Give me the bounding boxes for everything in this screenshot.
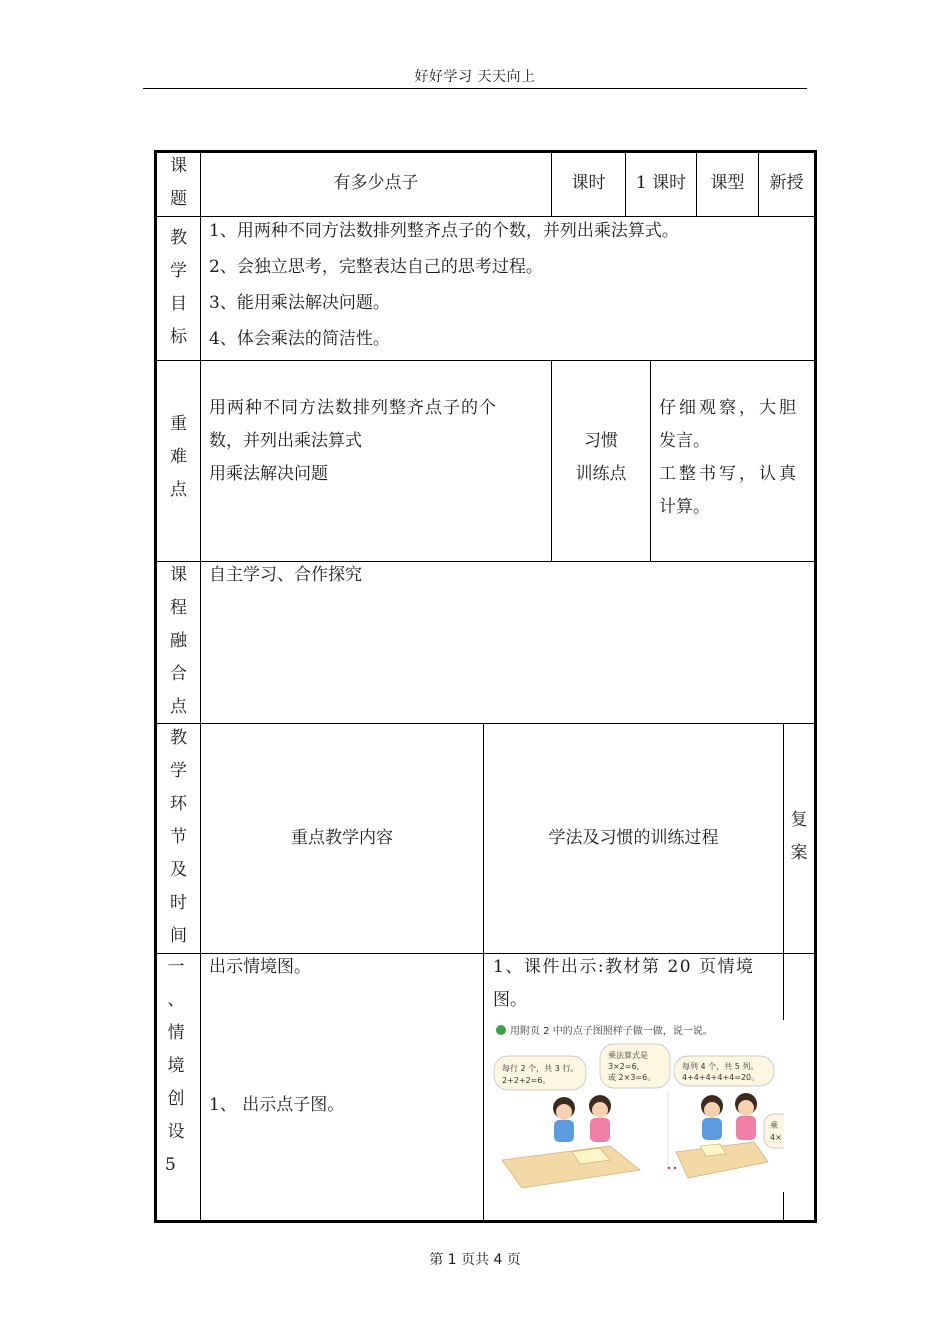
child-girl-body <box>736 1116 756 1140</box>
goal-item: 2、会独立思考，完整表达自己的思考过程。 <box>209 257 543 277</box>
type-value: 新授 <box>769 172 804 193</box>
key-points-text <box>209 392 549 491</box>
label-char: 节 <box>170 827 187 847</box>
label-char: 复 <box>790 810 808 830</box>
row-label-goals <box>157 222 200 354</box>
label-char: 教 <box>170 728 187 748</box>
label-char: 设 <box>167 1122 185 1142</box>
key-point-line: 数，并列出乘法算式 <box>209 431 362 451</box>
banner-dot-icon <box>496 1025 506 1035</box>
page-footer: 第 1 页共 4 页 <box>429 1252 521 1268</box>
child-girl-body <box>590 1118 610 1142</box>
label-char: 程 <box>170 598 187 618</box>
speech-bubble <box>764 1114 784 1148</box>
key-point-line: 用两种不同方法数排列整齐点子的个 <box>209 398 497 418</box>
label-char: 合 <box>170 664 187 684</box>
row-label-section-one <box>161 951 191 1182</box>
label-char: 案 <box>790 843 808 863</box>
content-line: 1、 出示点子图。 <box>209 1095 345 1115</box>
habit-points <box>659 392 809 524</box>
label-char: 环 <box>170 794 187 814</box>
label-char: 5 <box>165 1155 176 1175</box>
label-char: 学 <box>170 761 187 781</box>
label-char: 教 <box>170 228 187 248</box>
label-char: 、 <box>167 990 185 1010</box>
label-char: 目 <box>170 294 187 314</box>
bubble-text: 每行 2 个，共 3 行。 <box>502 1064 579 1073</box>
review-header <box>784 804 814 870</box>
label-char: 难 <box>170 447 187 467</box>
goals-list <box>209 215 809 356</box>
habit-line: 发言。 <box>659 431 710 451</box>
bubble-text: 乘法算式是 <box>608 1051 648 1060</box>
label-char: 境 <box>167 1056 185 1076</box>
goal-item: 4、体会乘法的简洁性。 <box>209 329 390 349</box>
label-char: 情 <box>167 1023 185 1043</box>
header-rule <box>143 88 807 89</box>
type-label: 课型 <box>710 172 745 193</box>
process-header: 学法及习惯的训练过程 <box>548 828 719 848</box>
bubble-text: 4× <box>770 1133 782 1142</box>
label-char: 标 <box>170 327 187 347</box>
row-label-key-points <box>157 408 200 507</box>
label-char: 一 <box>167 957 185 977</box>
bubble-text: 每列 4 个，共 5 列。 <box>682 1062 759 1071</box>
label-char: 创 <box>167 1089 185 1109</box>
label-char: 融 <box>170 631 187 651</box>
integration-text: 自主学习、合作探究 <box>209 565 362 585</box>
goal-item: 3、能用乘法解决问题。 <box>209 293 390 313</box>
lesson-title: 有多少点子 <box>333 172 419 193</box>
label-char: 时 <box>170 893 187 913</box>
label-char: 及 <box>170 860 187 880</box>
habit-line: 仔细观察，大胆 <box>659 398 799 418</box>
bubble-text: 3×2=6， <box>608 1062 645 1071</box>
habit-label-line: 训练点 <box>575 464 627 484</box>
bubble-text: 或 2×3=6。 <box>608 1073 656 1082</box>
banner-text: 用附页 2 中的点子图照样子做一做，说一说。 <box>510 1026 713 1037</box>
process-line: 1、课件出示:教材第 20 页情境 <box>493 957 755 977</box>
label-char: 题 <box>170 189 187 209</box>
period-value: 1 课时 <box>635 172 687 193</box>
child-boy-body <box>702 1118 722 1140</box>
period-label: 课时 <box>571 172 606 193</box>
key-point-line: 用乘法解决问题 <box>209 464 328 484</box>
label-char: 学 <box>170 261 187 281</box>
label-char: 点 <box>170 480 187 500</box>
habit-label-line: 习惯 <box>584 431 618 451</box>
habit-line: 工整书写，认真 <box>659 464 799 484</box>
row-label-section <box>157 722 200 953</box>
goal-item: 1、用两种不同方法数排列整齐点子的个数，并列出乘法算式。 <box>209 221 679 241</box>
label-char: 重 <box>170 414 187 434</box>
label-char: 间 <box>170 926 187 946</box>
label-char: 课 <box>170 156 187 176</box>
bubble-text: 乘 <box>770 1121 778 1130</box>
bubble-text: 4+4+4+4+4=20。 <box>682 1073 760 1082</box>
content-header: 重点教学内容 <box>291 828 393 848</box>
child-boy-body <box>554 1120 574 1142</box>
process-text <box>493 951 779 1017</box>
row-label-topic <box>157 150 200 216</box>
bubble-text: 2+2+2=6。 <box>502 1076 551 1085</box>
scene-illustration <box>492 1020 784 1192</box>
process-line: 图。 <box>493 990 527 1010</box>
habit-label <box>552 425 650 491</box>
page-header: 好好学习 天天向上 <box>414 69 536 85</box>
content-line: 出示情境图。 <box>209 957 311 977</box>
label-char: 点 <box>170 697 187 717</box>
row-label-integration <box>157 559 200 724</box>
habit-line: 计算。 <box>659 497 710 517</box>
label-char: 课 <box>170 565 187 585</box>
